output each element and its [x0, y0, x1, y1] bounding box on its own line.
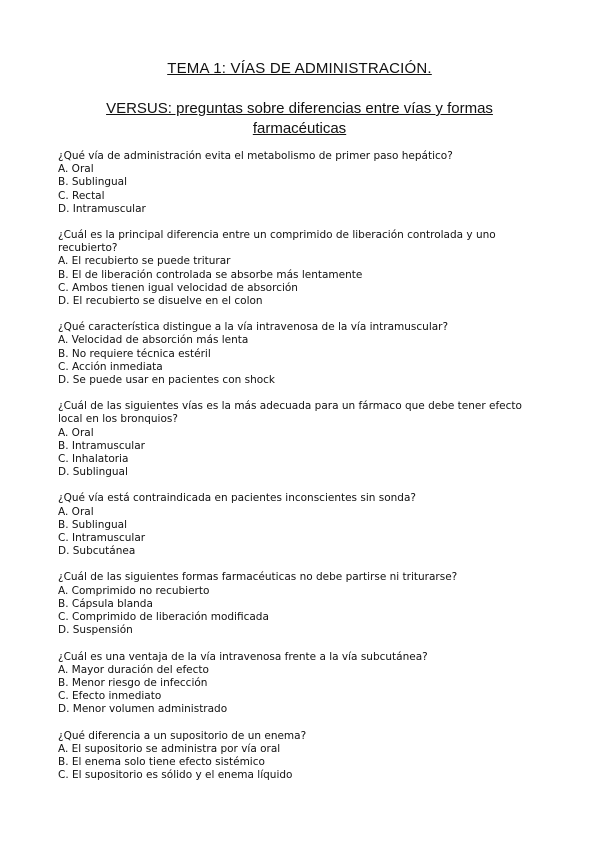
answer-option: D. Sublingual	[58, 466, 128, 479]
question-text: ¿Qué diferencia a un supositorio de un enema?	[58, 729, 307, 742]
answer-option: C. El supositorio es sólido y el enema líquido	[58, 769, 293, 782]
question-block	[58, 730, 528, 783]
answer-option: C. Efecto inmediato	[58, 690, 162, 703]
question-text: ¿Cuál de las siguientes vías es la más adecuada para un fármaco que debe tener efecto local en los bronquios?	[58, 400, 526, 426]
answer-option: A. Oral	[58, 426, 94, 439]
answer-option: D. Se puede usar en pacientes con shock	[58, 374, 276, 387]
document-subtitle: VERSUS: preguntas sobre diferencias entre vías y formas farmacéuticas	[106, 100, 493, 137]
question-block	[58, 400, 528, 479]
answer-option: B. Intramuscular	[58, 439, 145, 452]
question-text: ¿Qué característica distingue a la vía intravenosa de la vía intramuscular?	[58, 321, 449, 334]
question-text: ¿Qué vía de administración evita el metabolismo de primer paso hepático?	[58, 150, 453, 162]
answer-option: B. Menor riesgo de infección	[58, 676, 208, 689]
question-block	[58, 492, 528, 558]
question-list	[58, 150, 528, 795]
answer-option: C. Ambos tienen igual velocidad de absorción	[58, 281, 298, 294]
answer-option: C. Rectal	[58, 189, 105, 202]
answer-option: A. El recubierto se puede triturar	[58, 255, 231, 268]
question-block	[58, 150, 528, 216]
answer-option: B. No requiere técnica estéril	[58, 347, 211, 360]
question-text: ¿Cuál es una ventaja de la vía intravenosa frente a la vía subcutánea?	[58, 650, 428, 663]
answer-option: D. El recubierto se disuelve en el colon	[58, 295, 263, 308]
answer-option: C. Inhalatoria	[58, 453, 129, 466]
answer-option: A. Oral	[58, 163, 94, 176]
question-text: ¿Cuál es la principal diferencia entre un comprimido de liberación controlada y uno recubierto?	[58, 229, 500, 255]
answer-option: A. Oral	[58, 505, 94, 518]
answer-option: A. El supositorio se administra por vía oral	[58, 742, 281, 755]
answer-option: B. Sublingual	[58, 176, 128, 189]
answer-option: A. Velocidad de absorción más lenta	[58, 334, 249, 347]
answer-option: B. Sublingual	[58, 518, 128, 531]
question-block	[58, 651, 528, 717]
answer-option: D. Suspensión	[58, 624, 133, 637]
answer-option: C. Intramuscular	[58, 532, 146, 545]
answer-option: B. Cápsula blanda	[58, 597, 153, 610]
question-text: ¿Cuál de las siguientes formas farmacéuticas no debe partirse ni triturarse?	[58, 571, 458, 584]
answer-option: B. El de liberación controlada se absorbe más lentamente	[58, 268, 363, 281]
document-title: TEMA 1: VÍAS DE ADMINISTRACIÓN.	[167, 60, 432, 77]
answer-option: A. Mayor duración del efecto	[58, 663, 209, 676]
answer-option: D. Intramuscular	[58, 202, 146, 215]
question-block	[58, 571, 528, 637]
answer-option: D. Subcutánea	[58, 545, 136, 558]
question-block	[58, 321, 528, 387]
answer-option: B. El enema solo tiene efecto sistémico	[58, 755, 265, 768]
question-text: ¿Qué vía está contraindicada en pacientes inconscientes sin sonda?	[58, 492, 416, 505]
answer-option: D. Menor volumen administrado	[58, 703, 228, 716]
answer-option: C. Comprimido de liberación modificada	[58, 611, 269, 624]
answer-option: A. Comprimido no recubierto	[58, 584, 210, 597]
answer-option: C. Acción inmediata	[58, 360, 163, 373]
question-block	[58, 229, 528, 308]
